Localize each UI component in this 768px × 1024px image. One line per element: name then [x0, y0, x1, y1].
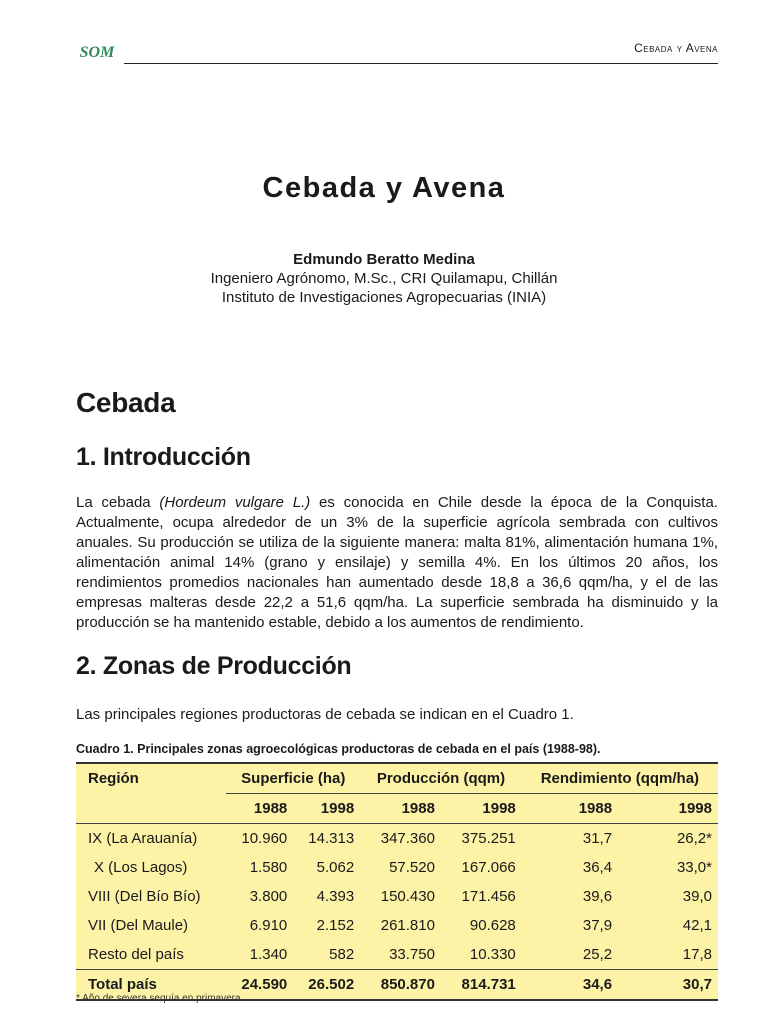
intro-text-start: La cebada	[76, 494, 160, 511]
author-block	[0, 250, 768, 307]
zones-heading: 2. Zonas de Producción	[76, 652, 352, 680]
year-header: 1998	[618, 794, 718, 824]
year-header: 1988	[360, 794, 441, 824]
value-cell: 10.330	[469, 946, 516, 963]
table-row	[76, 882, 718, 911]
header-rule	[124, 63, 718, 64]
author-affiliation-1: Ingeniero Agrónomo, M.Sc., CRI Quilamapu, Chillán	[210, 270, 558, 287]
scientific-name: (Hordeum vulgare L.)	[159, 494, 311, 511]
table-years-row	[76, 794, 718, 824]
total-label: Total país	[76, 970, 226, 1001]
value-cell: 582	[329, 946, 355, 963]
author-name: Edmundo Beratto Medina	[293, 251, 475, 268]
value-cell: 37,9	[582, 917, 613, 934]
region-cell: IX (La Arauanía)	[88, 830, 198, 847]
header-produccion: Producción (qqm)	[360, 763, 522, 794]
value-cell: 57.520	[389, 859, 435, 876]
total-value: 814.731	[441, 970, 522, 1001]
value-cell: 2.152	[316, 917, 355, 934]
value-cell: 39,6	[582, 888, 613, 905]
value-cell: 10.960	[241, 830, 288, 847]
header-blank	[76, 794, 226, 824]
year-header: 1998	[293, 794, 360, 824]
production-table	[76, 762, 718, 1001]
value-cell: 36,4	[582, 859, 613, 876]
som-logo	[76, 40, 118, 62]
section-title: Cebada	[76, 387, 176, 418]
header-rendimiento: Rendimiento (qqm/ha)	[522, 763, 718, 794]
value-cell: 31,7	[582, 830, 613, 847]
value-cell: 261.810	[380, 917, 435, 934]
author-affiliation-2: Instituto de Investigaciones Agropecuarias (INIA)	[221, 289, 547, 306]
intro-text-rest: es conocida en Chile desde la época de la Conquista. Actualmente, ocupa alrededor de un 3% de la superficie agrícola sembrada con cultivos anuales. Su producción se utiliza de la siguiente manera: malta 81%, alimentación humana 1%, alimentación animal 14% (grano y ensilaje) y semilla 4%. En los últimos 20 años, los rendimientos promedios nacionales han aumentado desde 18,8 a 36,6 qqm/ha, y el de las empresas malteras desde 22,2 a 51,6 qqm/ha. La superficie sembrada ha disminuido y la producción se ha mantenido estable, debido a los aumentos de rendimiento.	[76, 494, 718, 631]
table-row	[76, 911, 718, 940]
running-title: Cebada y Avena	[634, 41, 718, 55]
year-header: 1988	[226, 794, 293, 824]
value-cell: 26,2*	[676, 830, 712, 847]
value-cell: 3.800	[249, 888, 288, 905]
table-row	[76, 940, 718, 970]
year-header: 1988	[522, 794, 618, 824]
total-value: 30,7	[618, 970, 718, 1001]
value-cell: 33.750	[389, 946, 435, 963]
value-cell: 33,0*	[676, 859, 712, 876]
value-cell: 4.393	[316, 888, 355, 905]
value-cell: 5.062	[316, 859, 355, 876]
total-value: 850.870	[360, 970, 441, 1001]
value-cell: 17,8	[682, 946, 712, 963]
table-row	[76, 853, 718, 882]
table-caption: Cuadro 1. Principales zonas agroecológicas productoras de cebada en el país (1988-98).	[76, 742, 601, 756]
svg-text:SOM: SOM	[79, 44, 115, 61]
total-value: 34,6	[522, 970, 618, 1001]
value-cell: 150.430	[380, 888, 435, 905]
total-value: 24.590	[226, 970, 293, 1001]
region-cell: Resto del país	[88, 946, 184, 963]
value-cell: 39,0	[682, 888, 712, 905]
zones-paragraph: Las principales regiones productoras de cebada se indican en el Cuadro 1.	[76, 706, 574, 723]
value-cell: 42,1	[682, 917, 712, 934]
total-value: 26.502	[293, 970, 360, 1001]
region-cell: VIII (Del Bío Bío)	[88, 888, 201, 905]
value-cell: 90.628	[469, 917, 516, 934]
value-cell: 167.066	[461, 859, 516, 876]
table-footnote: * Año de severa sequía en primavera	[76, 993, 241, 1004]
value-cell: 1.340	[249, 946, 288, 963]
region-cell: VII (Del Maule)	[88, 917, 189, 934]
value-cell: 171.456	[461, 888, 516, 905]
value-cell: 347.360	[380, 830, 435, 847]
table-header-row	[76, 763, 718, 794]
value-cell: 25,2	[582, 946, 613, 963]
year-header: 1998	[441, 794, 522, 824]
region-cell: X (Los Lagos)	[94, 859, 188, 876]
value-cell: 375.251	[461, 830, 516, 847]
intro-paragraph	[76, 493, 718, 633]
table-row	[76, 824, 718, 854]
header-superficie: Superficie (ha)	[226, 763, 360, 794]
intro-heading: 1. Introducción	[76, 443, 251, 471]
page-title: Cebada y Avena	[262, 172, 506, 204]
value-cell: 14.313	[308, 830, 355, 847]
value-cell: 1.580	[249, 859, 288, 876]
header-region: Región	[76, 763, 226, 794]
value-cell: 6.910	[249, 917, 288, 934]
